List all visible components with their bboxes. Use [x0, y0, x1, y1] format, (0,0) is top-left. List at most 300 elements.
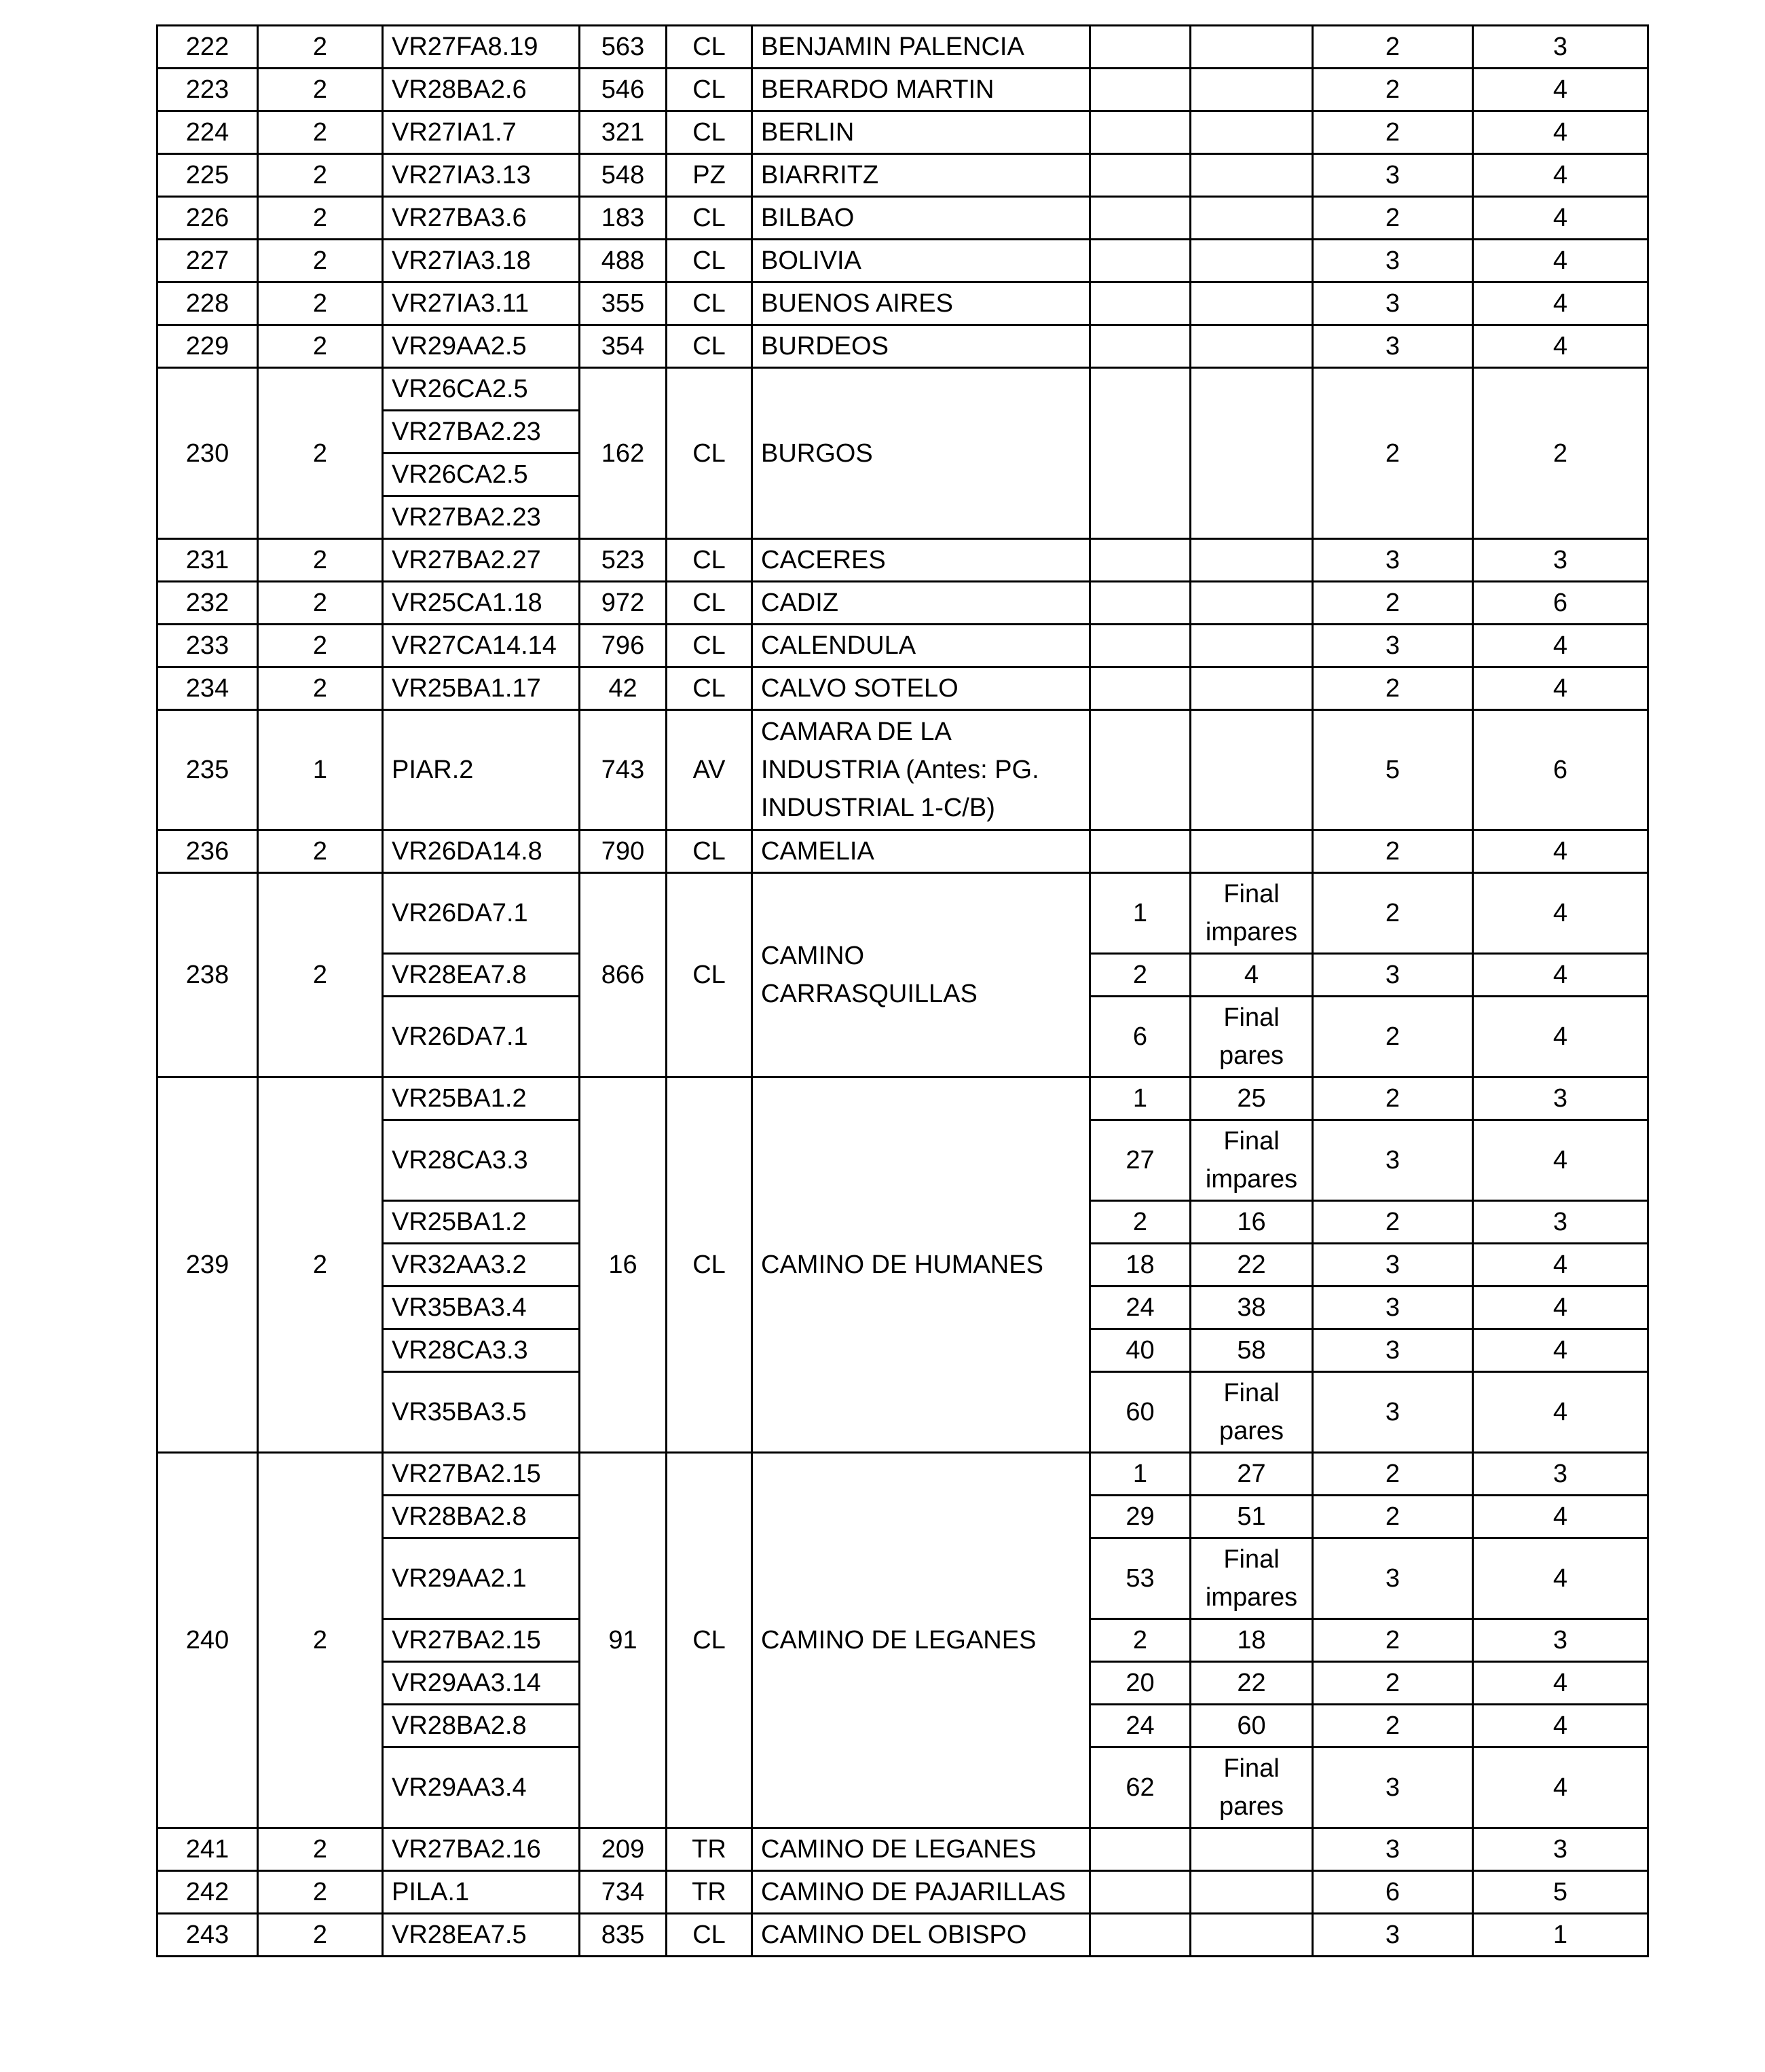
row-num-cell: 2 — [258, 1453, 383, 1828]
range-to-cell — [1191, 830, 1313, 873]
street-type-cell: CL — [667, 282, 752, 325]
range-from-cell — [1090, 282, 1191, 325]
category-a-cell: 2 — [1313, 1662, 1473, 1705]
street-type-cell: CL — [667, 197, 752, 240]
category-a-cell: 2 — [1313, 69, 1473, 111]
range-from-cell — [1090, 1828, 1191, 1871]
range-to-cell — [1191, 710, 1313, 830]
section-code-cell: VR27IA3.11 — [383, 282, 580, 325]
category-a-cell: 2 — [1313, 997, 1473, 1077]
row-id-cell: 230 — [157, 368, 258, 539]
table-row — [157, 111, 1648, 154]
table-row — [157, 830, 1648, 873]
category-b-cell: 4 — [1473, 625, 1648, 667]
row-id-cell: 231 — [157, 539, 258, 582]
street-name-cell: BURDEOS — [752, 325, 1090, 368]
row-id-cell: 242 — [157, 1871, 258, 1914]
range-to-cell: 4 — [1191, 954, 1313, 997]
category-b-cell: 4 — [1473, 325, 1648, 368]
street-code-cell: 866 — [580, 873, 667, 1077]
table-row — [157, 539, 1648, 582]
range-from-cell — [1090, 69, 1191, 111]
range-to-cell — [1191, 1871, 1313, 1914]
range-to-cell — [1191, 539, 1313, 582]
category-b-cell: 6 — [1473, 710, 1648, 830]
range-to-cell — [1191, 240, 1313, 282]
row-id-cell: 234 — [157, 667, 258, 710]
range-from-cell: 29 — [1090, 1496, 1191, 1538]
street-code-cell: 42 — [580, 667, 667, 710]
range-to-cell — [1191, 368, 1313, 539]
range-to-cell: 22 — [1191, 1244, 1313, 1287]
range-from-cell — [1090, 111, 1191, 154]
range-from-cell: 2 — [1090, 1201, 1191, 1244]
row-id-cell: 239 — [157, 1077, 258, 1453]
table-row — [157, 1828, 1648, 1871]
section-code-cell: VR25CA1.18 — [383, 582, 580, 625]
row-id-cell: 243 — [157, 1914, 258, 1957]
section-code-cell: VR26CA2.5 — [383, 368, 580, 411]
street-name-cell: CACERES — [752, 539, 1090, 582]
range-from-cell: 6 — [1090, 997, 1191, 1077]
street-code-cell: 321 — [580, 111, 667, 154]
street-type-cell: CL — [667, 582, 752, 625]
section-code-cell: VR27BA2.15 — [383, 1619, 580, 1662]
table-row — [157, 1914, 1648, 1957]
range-to-cell — [1191, 69, 1313, 111]
street-type-cell: CL — [667, 539, 752, 582]
street-name-cell: BENJAMIN PALENCIA — [752, 26, 1090, 69]
street-type-cell: CL — [667, 325, 752, 368]
table-row — [157, 282, 1648, 325]
range-from-cell — [1090, 240, 1191, 282]
row-id-cell: 233 — [157, 625, 258, 667]
row-num-cell: 2 — [258, 582, 383, 625]
street-name-cell: CAMINO CARRASQUILLAS — [752, 873, 1090, 1077]
street-code-cell: 796 — [580, 625, 667, 667]
section-code-cell: VR25BA1.2 — [383, 1201, 580, 1244]
section-code-cell: VR28EA7.8 — [383, 954, 580, 997]
street-code-cell: 209 — [580, 1828, 667, 1871]
range-to-cell — [1191, 154, 1313, 197]
range-from-cell — [1090, 1914, 1191, 1957]
street-code-cell: 355 — [580, 282, 667, 325]
range-to-cell — [1191, 1828, 1313, 1871]
category-b-cell: 4 — [1473, 1705, 1648, 1747]
category-a-cell: 2 — [1313, 197, 1473, 240]
range-to-cell: 16 — [1191, 1201, 1313, 1244]
section-code-cell: VR25BA1.17 — [383, 667, 580, 710]
street-code-cell: 972 — [580, 582, 667, 625]
category-b-cell: 4 — [1473, 1662, 1648, 1705]
section-code-cell: VR28EA7.5 — [383, 1914, 580, 1957]
category-a-cell: 3 — [1313, 625, 1473, 667]
range-from-cell — [1090, 368, 1191, 539]
category-b-cell: 4 — [1473, 1244, 1648, 1287]
category-a-cell: 5 — [1313, 710, 1473, 830]
section-code-cell: VR28BA2.6 — [383, 69, 580, 111]
category-a-cell: 3 — [1313, 539, 1473, 582]
range-from-cell: 1 — [1090, 1453, 1191, 1496]
row-id-cell: 229 — [157, 325, 258, 368]
section-code-cell: VR27BA2.15 — [383, 1453, 580, 1496]
street-type-cell: TR — [667, 1871, 752, 1914]
category-a-cell: 2 — [1313, 1077, 1473, 1120]
street-code-cell: 162 — [580, 368, 667, 539]
category-a-cell: 2 — [1313, 26, 1473, 69]
range-to-cell — [1191, 325, 1313, 368]
section-code-cell: VR27CA14.14 — [383, 625, 580, 667]
category-a-cell: 3 — [1313, 325, 1473, 368]
row-id-cell: 226 — [157, 197, 258, 240]
section-code-cell: VR29AA3.4 — [383, 1747, 580, 1828]
street-code-cell: 835 — [580, 1914, 667, 1957]
range-from-cell: 2 — [1090, 954, 1191, 997]
street-type-cell: CL — [667, 667, 752, 710]
row-num-cell: 2 — [258, 325, 383, 368]
range-to-cell: 60 — [1191, 1705, 1313, 1747]
street-type-cell: CL — [667, 1914, 752, 1957]
section-code-cell: VR28BA2.8 — [383, 1496, 580, 1538]
section-code-cell: VR26CA2.5 — [383, 454, 580, 496]
row-id-cell: 241 — [157, 1828, 258, 1871]
range-from-cell: 1 — [1090, 873, 1191, 954]
street-code-cell: 523 — [580, 539, 667, 582]
row-id-cell: 232 — [157, 582, 258, 625]
table-row — [157, 154, 1648, 197]
street-type-cell: PZ — [667, 154, 752, 197]
category-b-cell: 4 — [1473, 154, 1648, 197]
range-to-cell: Final impares — [1191, 873, 1313, 954]
street-name-cell: CALENDULA — [752, 625, 1090, 667]
section-code-cell: VR26DA7.1 — [383, 873, 580, 954]
street-code-cell: 354 — [580, 325, 667, 368]
row-id-cell: 224 — [157, 111, 258, 154]
category-b-cell: 4 — [1473, 197, 1648, 240]
category-b-cell: 4 — [1473, 111, 1648, 154]
table-row — [157, 667, 1648, 710]
street-type-cell: AV — [667, 710, 752, 830]
table-row — [157, 69, 1648, 111]
table-row — [157, 368, 1648, 411]
category-b-cell: 4 — [1473, 1120, 1648, 1201]
streets-table — [156, 24, 1649, 1957]
street-name-cell: CAMARA DE LA INDUSTRIA (Antes: PG. INDUSTRIAL 1-C/B) — [752, 710, 1090, 830]
row-id-cell: 228 — [157, 282, 258, 325]
category-b-cell: 4 — [1473, 1747, 1648, 1828]
row-num-cell: 2 — [258, 1914, 383, 1957]
range-from-cell: 62 — [1090, 1747, 1191, 1828]
street-code-cell: 488 — [580, 240, 667, 282]
row-num-cell: 2 — [258, 1828, 383, 1871]
row-id-cell: 235 — [157, 710, 258, 830]
range-from-cell — [1090, 710, 1191, 830]
row-id-cell: 223 — [157, 69, 258, 111]
category-b-cell: 3 — [1473, 1828, 1648, 1871]
row-num-cell: 2 — [258, 1871, 383, 1914]
range-from-cell — [1090, 667, 1191, 710]
range-from-cell — [1090, 197, 1191, 240]
category-a-cell: 2 — [1313, 1453, 1473, 1496]
table-row — [157, 625, 1648, 667]
table-row — [157, 325, 1648, 368]
category-a-cell: 6 — [1313, 1871, 1473, 1914]
row-num-cell: 2 — [258, 830, 383, 873]
range-to-cell — [1191, 111, 1313, 154]
range-to-cell: Final pares — [1191, 1372, 1313, 1453]
row-num-cell: 2 — [258, 69, 383, 111]
range-from-cell: 1 — [1090, 1077, 1191, 1120]
street-code-cell: 563 — [580, 26, 667, 69]
street-code-cell: 790 — [580, 830, 667, 873]
category-b-cell: 5 — [1473, 1871, 1648, 1914]
table-row — [157, 710, 1648, 830]
category-a-cell: 2 — [1313, 1496, 1473, 1538]
category-a-cell: 2 — [1313, 368, 1473, 539]
street-name-cell: BOLIVIA — [752, 240, 1090, 282]
street-type-cell: CL — [667, 69, 752, 111]
category-b-cell: 4 — [1473, 1496, 1648, 1538]
category-b-cell: 3 — [1473, 1201, 1648, 1244]
table-row — [157, 240, 1648, 282]
street-name-cell: CAMINO DEL OBISPO — [752, 1914, 1090, 1957]
section-code-cell: VR27IA3.13 — [383, 154, 580, 197]
range-to-cell — [1191, 582, 1313, 625]
street-type-cell: CL — [667, 240, 752, 282]
row-num-cell: 2 — [258, 873, 383, 1077]
category-b-cell: 2 — [1473, 368, 1648, 539]
range-from-cell — [1090, 1871, 1191, 1914]
street-name-cell: BIARRITZ — [752, 154, 1090, 197]
street-name-cell: BUENOS AIRES — [752, 282, 1090, 325]
range-to-cell — [1191, 282, 1313, 325]
table-row — [157, 1453, 1648, 1496]
street-name-cell: CALVO SOTELO — [752, 667, 1090, 710]
range-to-cell: 18 — [1191, 1619, 1313, 1662]
street-name-cell: BERLIN — [752, 111, 1090, 154]
category-a-cell: 3 — [1313, 1372, 1473, 1453]
row-id-cell: 240 — [157, 1453, 258, 1828]
section-code-cell: VR25BA1.2 — [383, 1077, 580, 1120]
street-code-cell: 16 — [580, 1077, 667, 1453]
range-from-cell — [1090, 325, 1191, 368]
street-name-cell: CAMINO DE PAJARILLAS — [752, 1871, 1090, 1914]
row-num-cell: 2 — [258, 111, 383, 154]
street-type-cell: CL — [667, 830, 752, 873]
category-a-cell: 3 — [1313, 954, 1473, 997]
row-id-cell: 238 — [157, 873, 258, 1077]
category-a-cell: 2 — [1313, 1705, 1473, 1747]
section-code-cell: VR32AA3.2 — [383, 1244, 580, 1287]
street-type-cell: TR — [667, 1828, 752, 1871]
range-from-cell: 40 — [1090, 1329, 1191, 1372]
section-code-cell: PIAR.2 — [383, 710, 580, 830]
range-from-cell — [1090, 830, 1191, 873]
street-code-cell: 546 — [580, 69, 667, 111]
table-body — [157, 26, 1648, 1957]
category-b-cell: 4 — [1473, 69, 1648, 111]
row-id-cell: 227 — [157, 240, 258, 282]
range-to-cell: 38 — [1191, 1287, 1313, 1329]
street-type-cell: CL — [667, 26, 752, 69]
row-num-cell: 2 — [258, 197, 383, 240]
category-a-cell: 3 — [1313, 1287, 1473, 1329]
section-code-cell: VR28BA2.8 — [383, 1705, 580, 1747]
category-b-cell: 4 — [1473, 997, 1648, 1077]
section-code-cell: VR27BA2.23 — [383, 411, 580, 454]
section-code-cell: VR27BA3.6 — [383, 197, 580, 240]
category-b-cell: 3 — [1473, 1453, 1648, 1496]
range-from-cell: 18 — [1090, 1244, 1191, 1287]
street-type-cell: CL — [667, 111, 752, 154]
range-from-cell: 24 — [1090, 1705, 1191, 1747]
range-from-cell — [1090, 154, 1191, 197]
section-code-cell: VR27IA3.18 — [383, 240, 580, 282]
range-from-cell — [1090, 582, 1191, 625]
table-row — [157, 1871, 1648, 1914]
range-from-cell: 53 — [1090, 1538, 1191, 1619]
section-code-cell: VR27BA2.27 — [383, 539, 580, 582]
range-to-cell — [1191, 667, 1313, 710]
street-code-cell: 91 — [580, 1453, 667, 1828]
range-to-cell: 27 — [1191, 1453, 1313, 1496]
range-from-cell — [1090, 26, 1191, 69]
category-b-cell: 4 — [1473, 240, 1648, 282]
category-a-cell: 2 — [1313, 1619, 1473, 1662]
range-to-cell: 58 — [1191, 1329, 1313, 1372]
table-row — [157, 1077, 1648, 1120]
range-from-cell — [1090, 539, 1191, 582]
category-a-cell: 2 — [1313, 1201, 1473, 1244]
category-a-cell: 2 — [1313, 582, 1473, 625]
category-b-cell: 4 — [1473, 1329, 1648, 1372]
category-b-cell: 3 — [1473, 1619, 1648, 1662]
range-from-cell: 2 — [1090, 1619, 1191, 1662]
range-to-cell — [1191, 197, 1313, 240]
range-to-cell — [1191, 26, 1313, 69]
street-name-cell: CAMINO DE LEGANES — [752, 1828, 1090, 1871]
category-b-cell: 3 — [1473, 26, 1648, 69]
category-a-cell: 3 — [1313, 1828, 1473, 1871]
category-b-cell: 4 — [1473, 1372, 1648, 1453]
row-num-cell: 2 — [258, 240, 383, 282]
category-b-cell: 4 — [1473, 282, 1648, 325]
row-num-cell: 2 — [258, 1077, 383, 1453]
category-a-cell: 3 — [1313, 282, 1473, 325]
street-type-cell: CL — [667, 625, 752, 667]
category-a-cell: 3 — [1313, 1244, 1473, 1287]
category-b-cell: 4 — [1473, 1287, 1648, 1329]
category-b-cell: 3 — [1473, 539, 1648, 582]
street-type-cell: CL — [667, 368, 752, 539]
row-num-cell: 2 — [258, 625, 383, 667]
category-b-cell: 4 — [1473, 1538, 1648, 1619]
category-b-cell: 1 — [1473, 1914, 1648, 1957]
category-a-cell: 3 — [1313, 1914, 1473, 1957]
section-code-cell: VR27FA8.19 — [383, 26, 580, 69]
range-from-cell: 27 — [1090, 1120, 1191, 1201]
street-name-cell: BERARDO MARTIN — [752, 69, 1090, 111]
category-a-cell: 2 — [1313, 873, 1473, 954]
table-row — [157, 197, 1648, 240]
street-code-cell: 734 — [580, 1871, 667, 1914]
range-to-cell: 25 — [1191, 1077, 1313, 1120]
section-code-cell: VR29AA2.1 — [383, 1538, 580, 1619]
section-code-cell: VR35BA3.4 — [383, 1287, 580, 1329]
section-code-cell: VR26DA14.8 — [383, 830, 580, 873]
table-row — [157, 873, 1648, 954]
street-code-cell: 743 — [580, 710, 667, 830]
category-a-cell: 2 — [1313, 830, 1473, 873]
category-a-cell: 2 — [1313, 667, 1473, 710]
street-type-cell: CL — [667, 1077, 752, 1453]
row-num-cell: 2 — [258, 539, 383, 582]
street-name-cell: CAMINO DE LEGANES — [752, 1453, 1090, 1828]
category-a-cell: 3 — [1313, 1120, 1473, 1201]
row-id-cell: 222 — [157, 26, 258, 69]
section-code-cell: VR29AA2.5 — [383, 325, 580, 368]
category-a-cell: 3 — [1313, 1329, 1473, 1372]
row-num-cell: 1 — [258, 710, 383, 830]
range-from-cell — [1090, 625, 1191, 667]
street-code-cell: 183 — [580, 197, 667, 240]
section-code-cell: VR27BA2.16 — [383, 1828, 580, 1871]
range-to-cell: Final pares — [1191, 1747, 1313, 1828]
street-name-cell: CAMELIA — [752, 830, 1090, 873]
section-code-cell: VR28CA3.3 — [383, 1329, 580, 1372]
row-id-cell: 225 — [157, 154, 258, 197]
section-code-cell: VR28CA3.3 — [383, 1120, 580, 1201]
range-to-cell — [1191, 625, 1313, 667]
row-num-cell: 2 — [258, 282, 383, 325]
section-code-cell: VR27IA1.7 — [383, 111, 580, 154]
row-id-cell: 236 — [157, 830, 258, 873]
section-code-cell: VR27BA2.23 — [383, 496, 580, 539]
section-code-cell: VR29AA3.14 — [383, 1662, 580, 1705]
range-to-cell: 22 — [1191, 1662, 1313, 1705]
section-code-cell: VR26DA7.1 — [383, 997, 580, 1077]
street-code-cell: 548 — [580, 154, 667, 197]
category-b-cell: 6 — [1473, 582, 1648, 625]
range-from-cell: 20 — [1090, 1662, 1191, 1705]
category-a-cell: 3 — [1313, 1538, 1473, 1619]
range-from-cell: 24 — [1090, 1287, 1191, 1329]
range-to-cell: 51 — [1191, 1496, 1313, 1538]
street-name-cell: BILBAO — [752, 197, 1090, 240]
range-to-cell — [1191, 1914, 1313, 1957]
category-b-cell: 4 — [1473, 954, 1648, 997]
section-code-cell: PILA.1 — [383, 1871, 580, 1914]
row-num-cell: 2 — [258, 667, 383, 710]
table-row — [157, 26, 1648, 69]
street-type-cell: CL — [667, 1453, 752, 1828]
section-code-cell: VR35BA3.5 — [383, 1372, 580, 1453]
street-name-cell: CADIZ — [752, 582, 1090, 625]
category-a-cell: 3 — [1313, 240, 1473, 282]
row-num-cell: 2 — [258, 368, 383, 539]
street-type-cell: CL — [667, 873, 752, 1077]
category-b-cell: 3 — [1473, 1077, 1648, 1120]
table-row — [157, 582, 1648, 625]
category-a-cell: 3 — [1313, 1747, 1473, 1828]
row-num-cell: 2 — [258, 26, 383, 69]
range-to-cell: Final impares — [1191, 1120, 1313, 1201]
range-to-cell: Final pares — [1191, 997, 1313, 1077]
category-a-cell: 3 — [1313, 154, 1473, 197]
row-num-cell: 2 — [258, 154, 383, 197]
street-name-cell: BURGOS — [752, 368, 1090, 539]
category-b-cell: 4 — [1473, 667, 1648, 710]
